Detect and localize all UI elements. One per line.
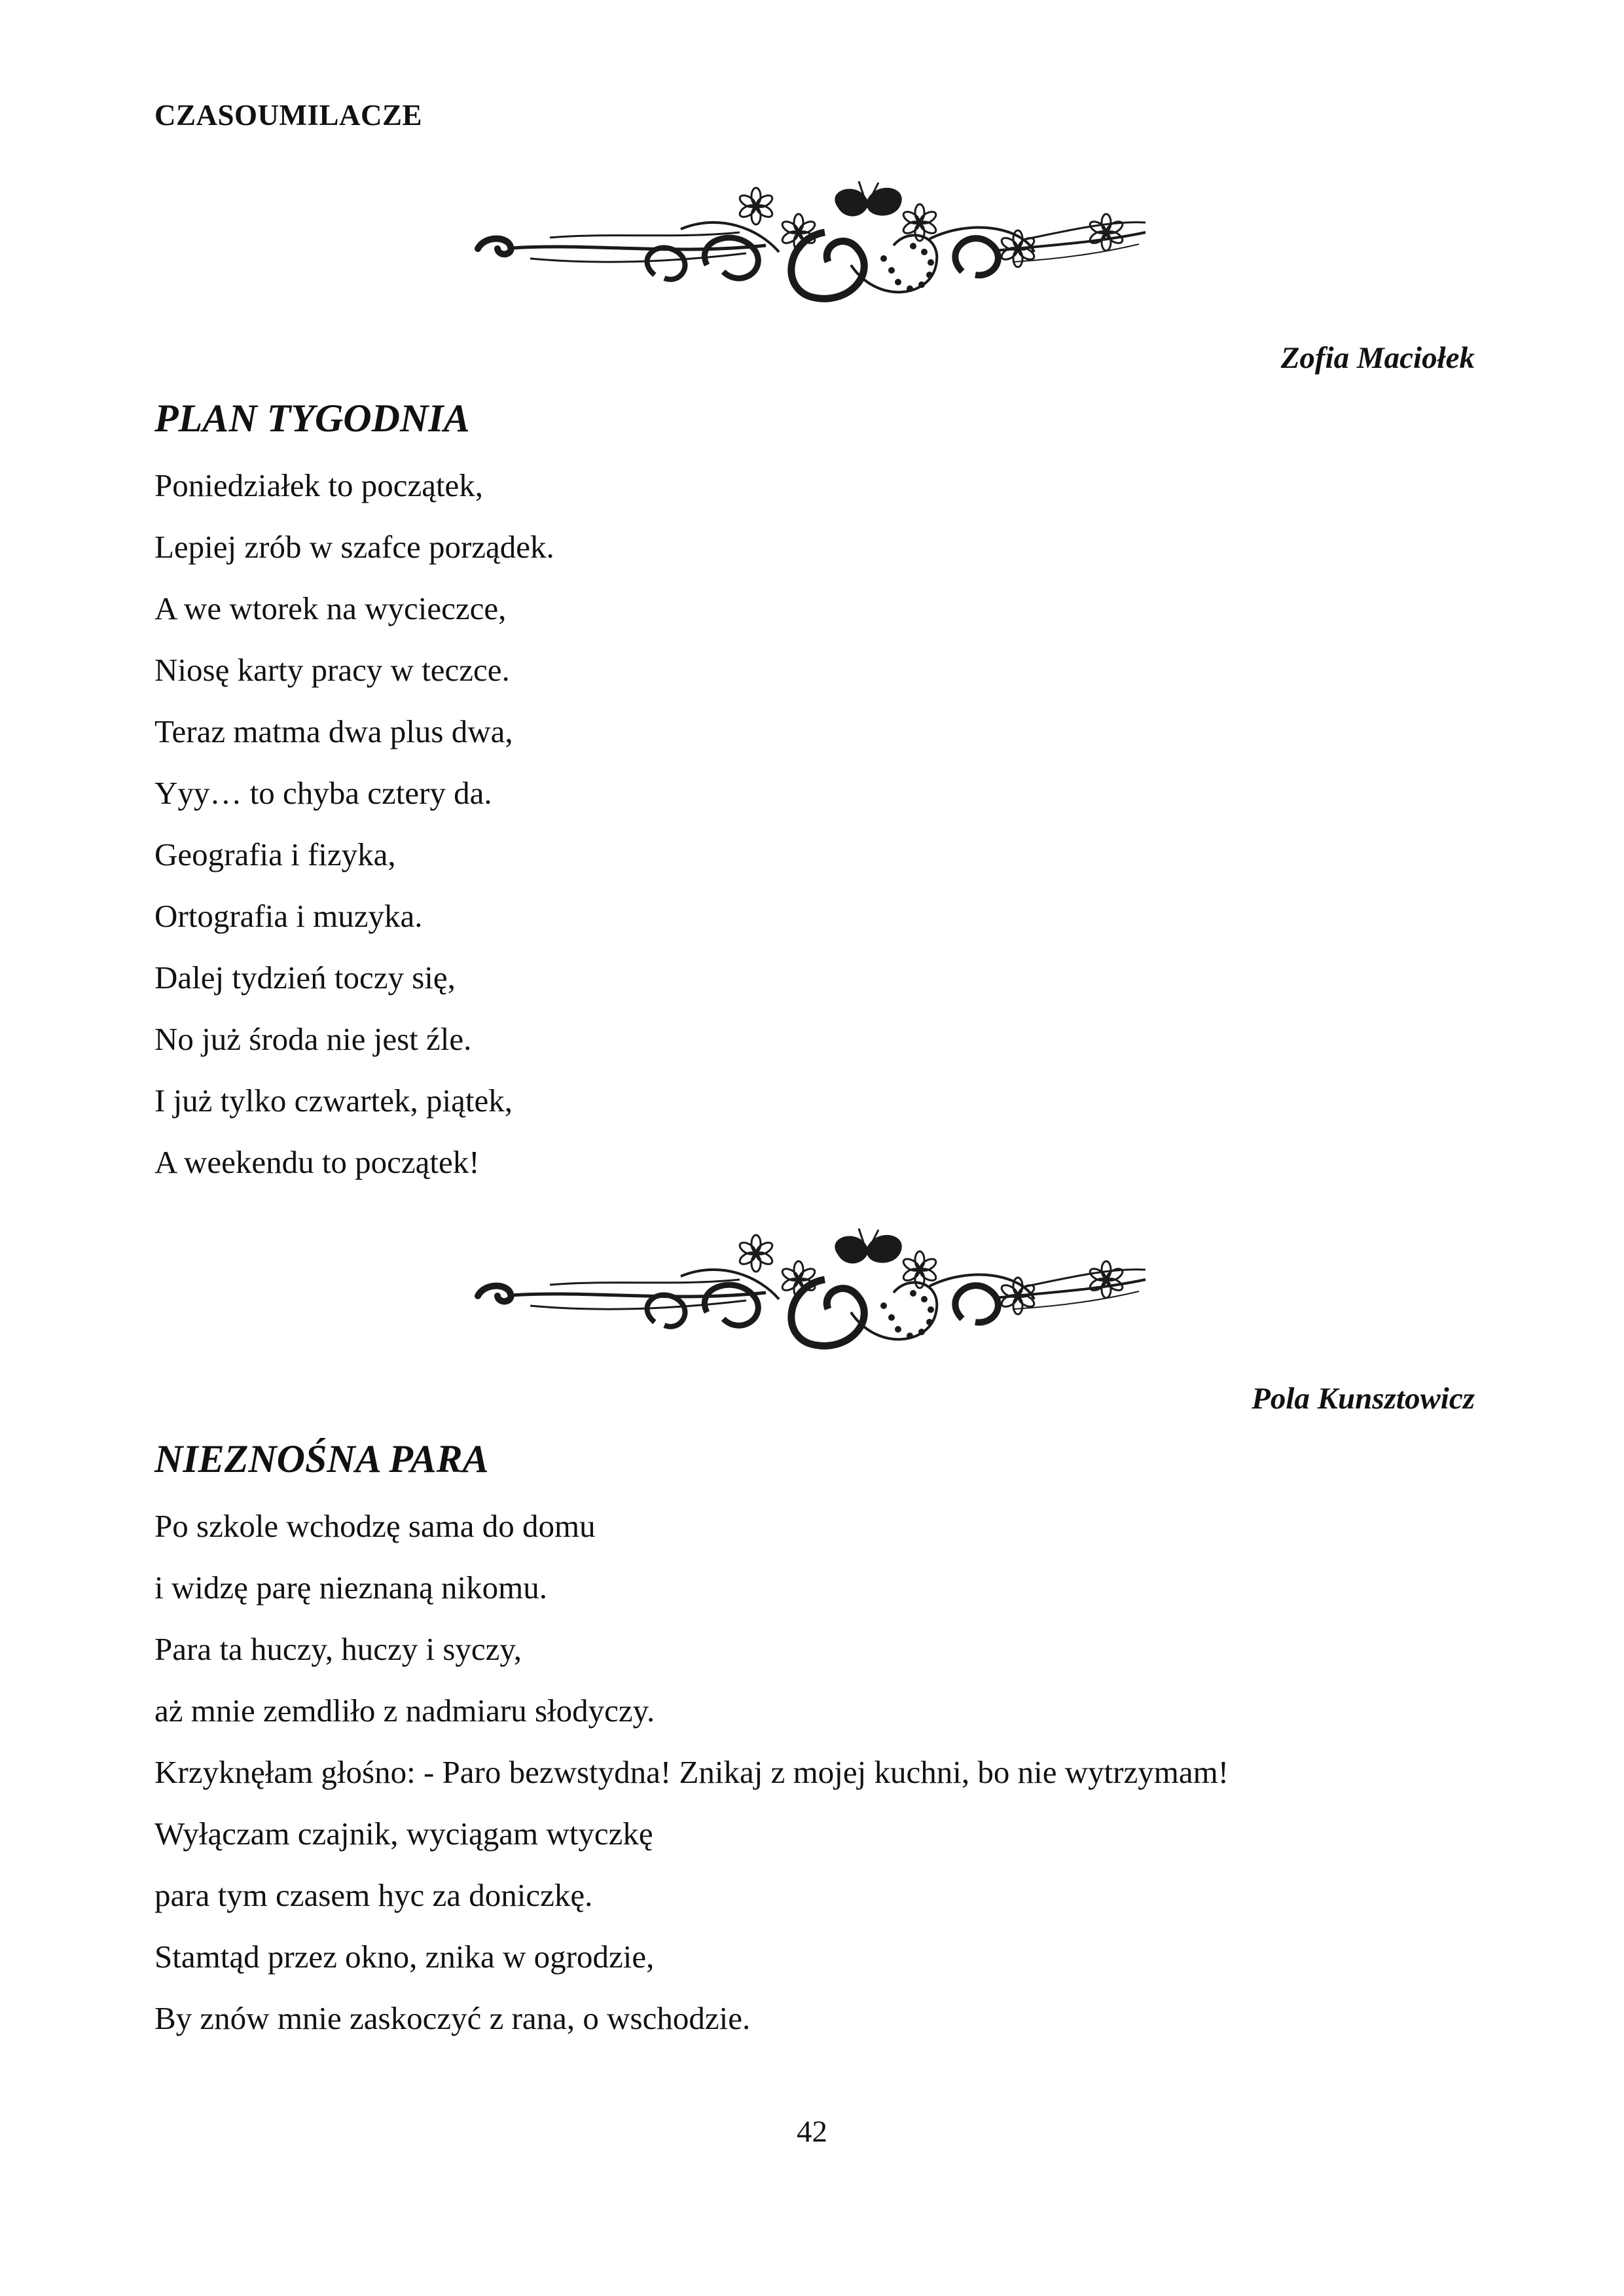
poem-line: Stamtąd przez okno, znika w ogrodzie, bbox=[154, 1939, 655, 1975]
section-header: CZASOUMILACZE bbox=[154, 99, 423, 132]
poem-lines bbox=[154, 1496, 1229, 2049]
floral-divider-icon bbox=[458, 167, 1152, 317]
poem-lines bbox=[154, 455, 554, 1193]
poem-line: Lepiej zrób w szafce porządek. bbox=[154, 529, 554, 565]
poem-line: Niosę karty pracy w teczce. bbox=[154, 652, 510, 688]
poem-line: By znów mnie zaskoczyć z rana, o wschodzie. bbox=[154, 2000, 751, 2036]
poem-line: No już środa nie jest źle. bbox=[154, 1021, 472, 1057]
poem-line: Geografia i fizyka, bbox=[154, 836, 396, 872]
poem-author: Pola Kunsztowicz bbox=[1252, 1382, 1475, 1416]
floral-divider-icon bbox=[458, 1214, 1152, 1365]
poem-line: I już tylko czwartek, piątek, bbox=[154, 1083, 513, 1119]
poem-line: Yyy… to chyba cztery da. bbox=[154, 775, 492, 811]
poem-line: i widzę parę nieznaną nikomu. bbox=[154, 1570, 548, 1605]
poem-line: aż mnie zemdliło z nadmiaru słodyczy. bbox=[154, 1693, 655, 1729]
poem-author: Zofia Maciołek bbox=[1280, 341, 1475, 375]
poem-line: Ortografia i muzyka. bbox=[154, 898, 423, 934]
poem-line: para tym czasem hyc za doniczkę. bbox=[154, 1877, 593, 1913]
page-number: 42 bbox=[797, 2115, 827, 2149]
poem-line: Po szkole wchodzę sama do domu bbox=[154, 1508, 596, 1544]
poem-line: Teraz matma dwa plus dwa, bbox=[154, 713, 513, 749]
poem-line: A weekendu to początek! bbox=[154, 1144, 480, 1180]
poem-line: Dalej tydzień toczy się, bbox=[154, 960, 456, 996]
poem-line: A we wtorek na wycieczce, bbox=[154, 590, 507, 626]
poem-line: Wyłączam czajnik, wyciągam wtyczkę bbox=[154, 1816, 653, 1852]
poem-line: Krzyknęłam głośno: - Paro bezwstydna! Znikaj z mojej kuchni, bo nie wytrzymam! bbox=[154, 1754, 1229, 1790]
poem-title: NIEZNOŚNA PARA bbox=[154, 1437, 489, 1480]
poem-line: Poniedziałek to początek, bbox=[154, 467, 484, 503]
poem-title: PLAN TYGODNIA bbox=[154, 397, 470, 440]
poem-line: Para ta huczy, huczy i syczy, bbox=[154, 1631, 522, 1667]
